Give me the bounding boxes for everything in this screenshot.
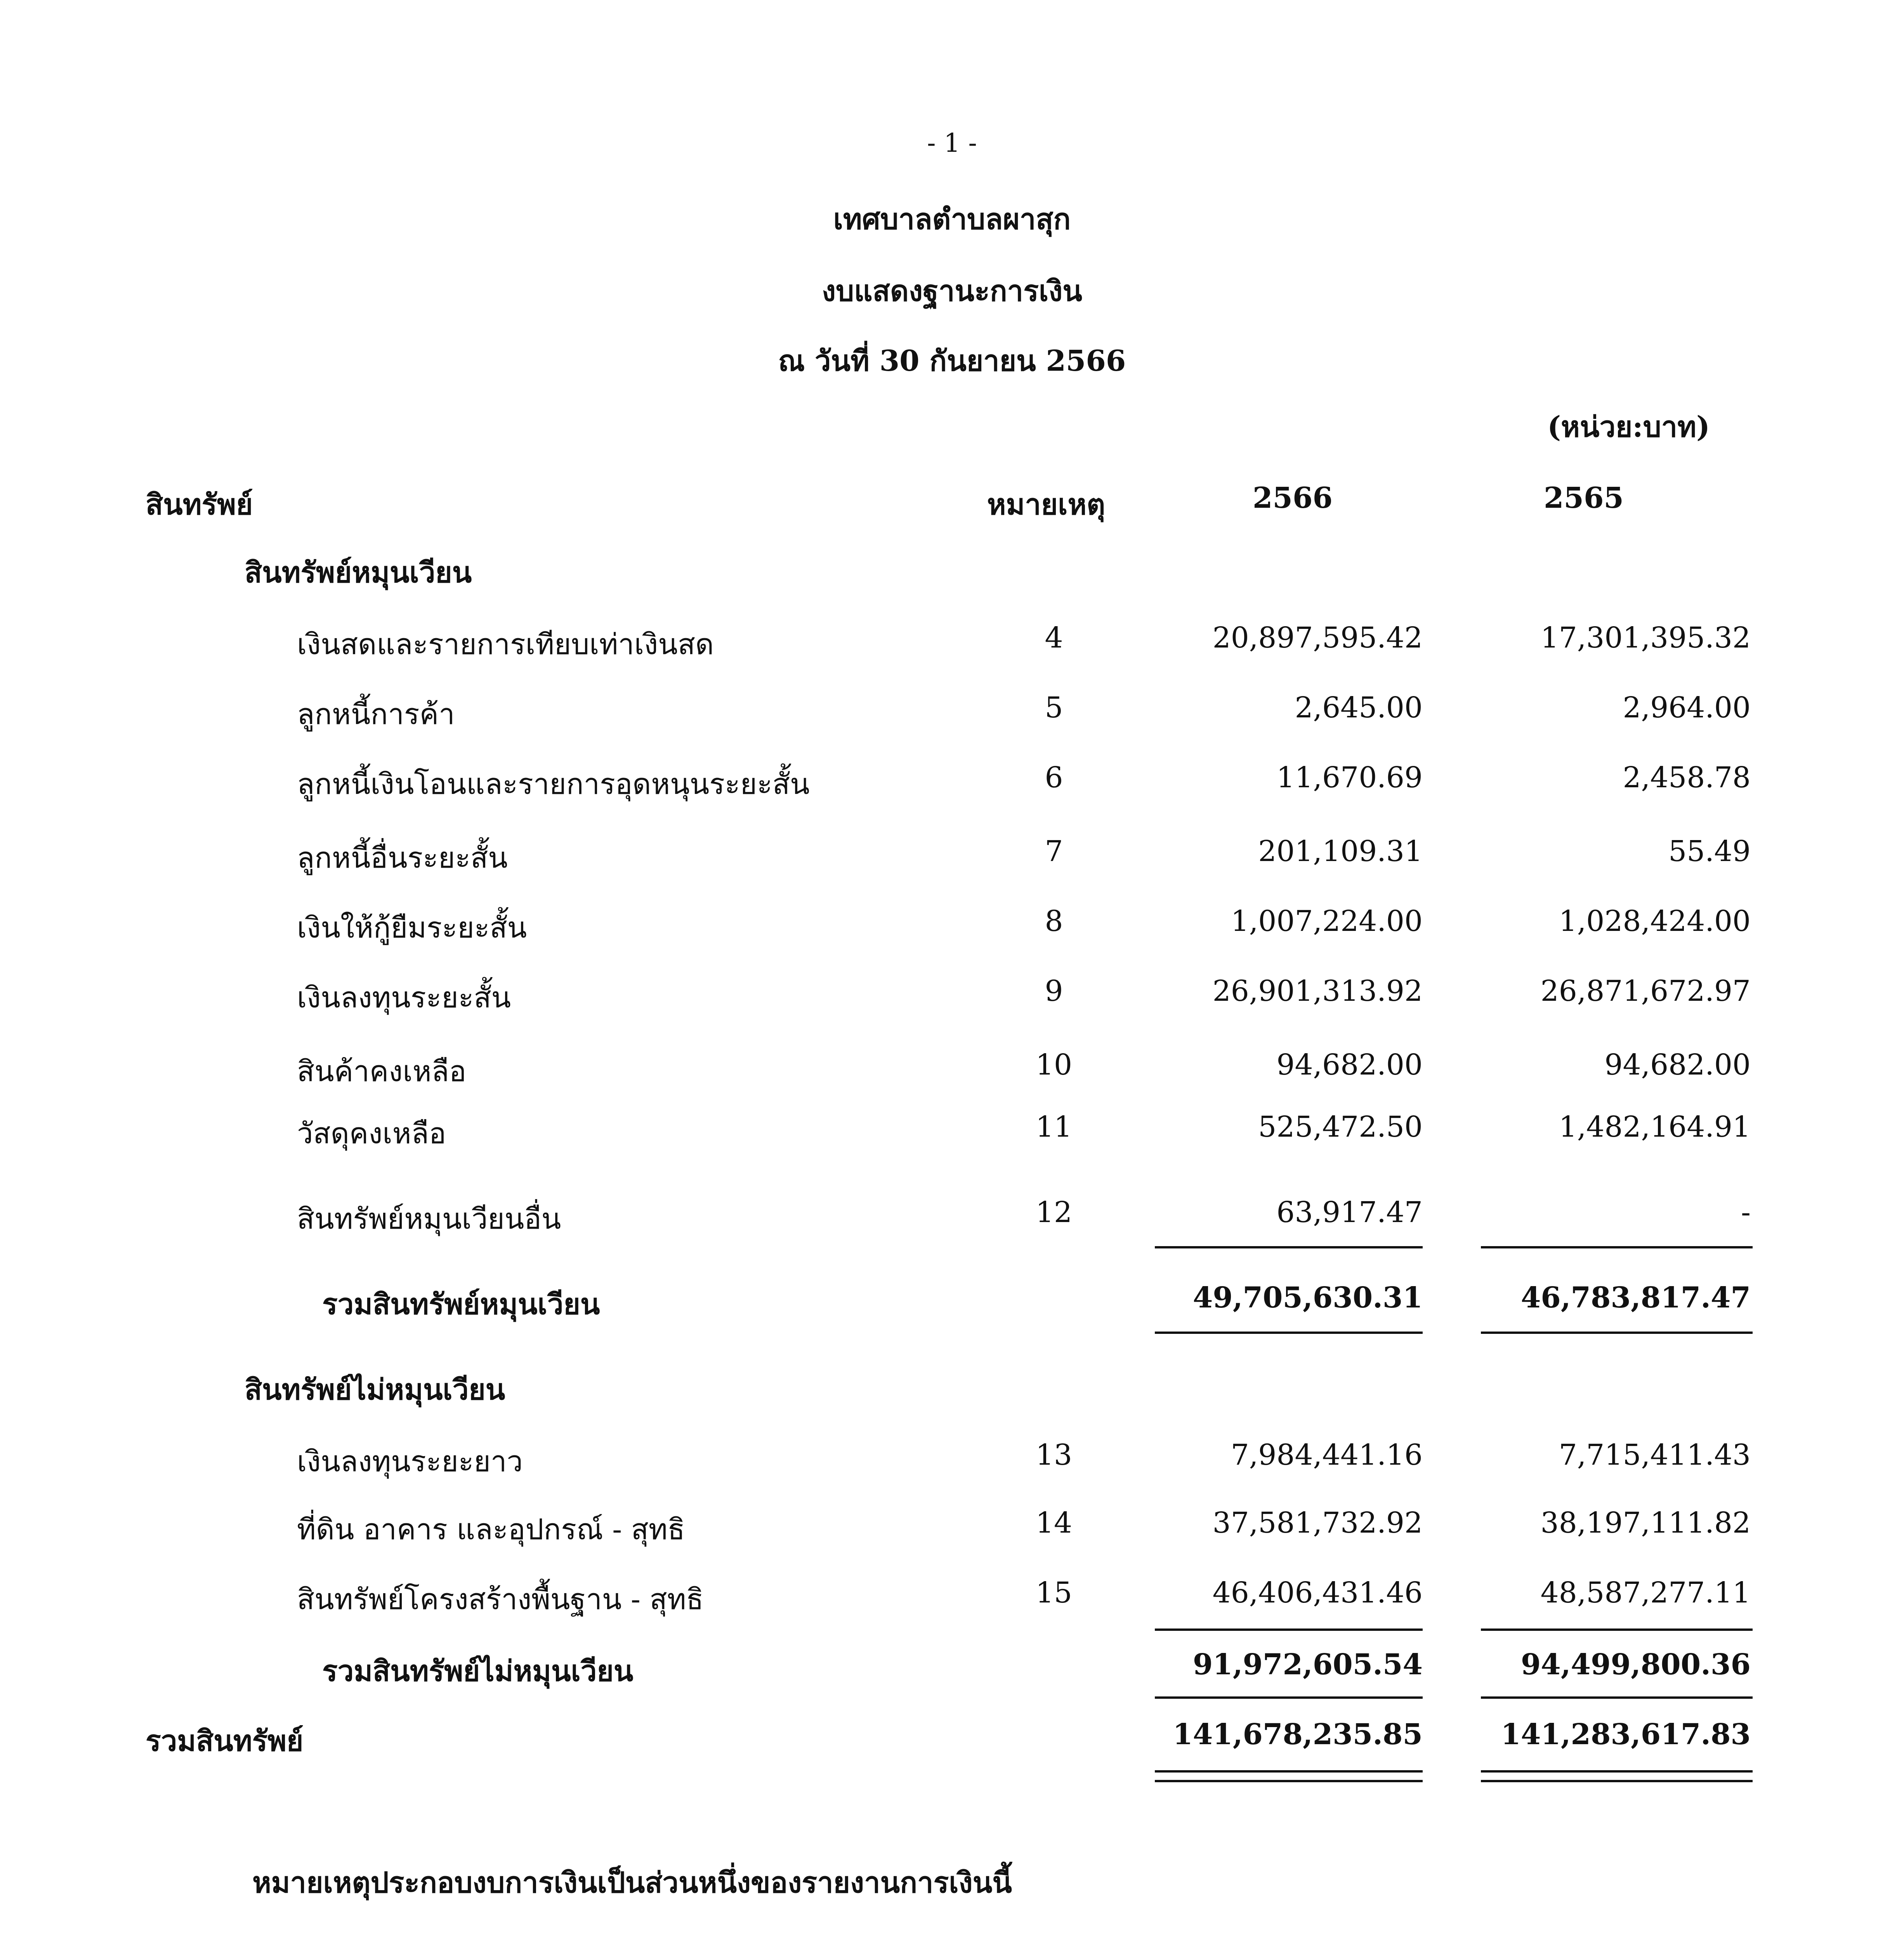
subtotal-rule [1481, 1332, 1753, 1334]
subtotal-rule [1155, 1332, 1423, 1334]
double-rule [1481, 1780, 1753, 1782]
column-header-2566: 2566 [1253, 481, 1333, 515]
subtotal-rule [1481, 1628, 1753, 1631]
row-value-2565: 17,301,395.32 [1540, 621, 1751, 655]
row-value-2566: 141,678,235.85 [1173, 1718, 1423, 1751]
row-label: สินทรัพย์หมุนเวียนอื่น [297, 1202, 561, 1236]
row-label: ลูกหนี้เงินโอนและรายการอุดหนุนระยะสั้น [297, 767, 810, 801]
row-value-2566: 11,670.69 [1276, 761, 1423, 794]
row-label: ลูกหนี้การค้า [297, 698, 455, 731]
subtotal-rule [1481, 1246, 1753, 1248]
row-note: 9 [1045, 974, 1063, 1008]
table-row [0, 1576, 1904, 1619]
row-label: รวมสินทรัพย์หมุนเวียน [322, 1288, 600, 1321]
subtotal-row-current-assets [0, 1281, 1904, 1324]
table-row [0, 905, 1904, 947]
row-label: สินค้าคงเหลือ [297, 1055, 467, 1088]
table-row [0, 1196, 1904, 1238]
row-value-2566: 201,109.31 [1258, 835, 1423, 868]
table-row [0, 1438, 1904, 1481]
table-row [0, 974, 1904, 1017]
column-header-note: หมายเหตุ [987, 488, 1106, 521]
row-value-2565: - [1741, 1196, 1751, 1229]
subtotal-rule [1155, 1246, 1423, 1248]
row-label: เงินลงทุนระยะสั้น [297, 981, 511, 1014]
row-value-2565: 94,499,800.36 [1520, 1648, 1751, 1681]
row-value-2566: 26,901,313.92 [1212, 974, 1423, 1008]
row-value-2566: 91,972,605.54 [1192, 1648, 1423, 1681]
row-label: ลูกหนี้อื่นระยะสั้น [297, 841, 508, 875]
row-note: 8 [1045, 905, 1063, 938]
row-label: เงินให้กู้ยืมระยะสั้น [297, 911, 527, 944]
subtotal-row-noncurrent-assets [0, 1648, 1904, 1691]
grand-total-row [0, 1718, 1904, 1760]
row-value-2566: 1,007,224.00 [1231, 905, 1423, 938]
row-value-2566: 63,917.47 [1276, 1196, 1423, 1229]
table-row [0, 691, 1904, 734]
row-label: เงินลงทุนระยะยาว [297, 1445, 523, 1478]
table-row [0, 835, 1904, 877]
row-value-2566: 20,897,595.42 [1212, 621, 1423, 655]
row-note: 7 [1045, 835, 1063, 868]
row-value-2566: 37,581,732.92 [1212, 1506, 1423, 1540]
section-title-current-assets: สินทรัพย์หมุนเวียน [245, 556, 472, 589]
row-note: 6 [1045, 761, 1063, 794]
row-value-2565: 1,028,424.00 [1559, 905, 1751, 938]
table-row [0, 621, 1904, 664]
row-value-2566: 46,406,431.46 [1212, 1576, 1423, 1609]
row-label: รวมสินทรัพย์ไม่หมุนเวียน [322, 1655, 634, 1688]
row-value-2566: 7,984,441.16 [1231, 1438, 1423, 1472]
row-value-2565: 55.49 [1668, 835, 1751, 868]
row-note: 5 [1045, 691, 1063, 724]
row-note: 12 [1035, 1196, 1073, 1229]
row-value-2565: 7,715,411.43 [1559, 1438, 1751, 1472]
total-rule [1155, 1696, 1423, 1699]
row-note: 10 [1035, 1048, 1073, 1082]
row-note: 15 [1035, 1576, 1073, 1609]
row-value-2566: 525,472.50 [1258, 1110, 1423, 1144]
row-value-2565: 46,783,817.47 [1520, 1281, 1751, 1314]
row-value-2566: 49,705,630.31 [1192, 1281, 1423, 1314]
section-title-noncurrent-assets: สินทรัพย์ไม่หมุนเวียน [245, 1373, 505, 1406]
row-value-2565: 141,283,617.83 [1501, 1718, 1751, 1751]
organization-name: เทศบาลตำบลผาสุก [833, 203, 1071, 236]
table-row [0, 1110, 1904, 1153]
row-label: รวมสินทรัพย์ [146, 1724, 304, 1758]
double-rule [1155, 1770, 1423, 1773]
row-value-2565: 1,482,164.91 [1559, 1110, 1751, 1144]
column-header-2565: 2565 [1544, 481, 1624, 515]
row-value-2565: 2,964.00 [1623, 691, 1751, 724]
row-value-2565: 94,682.00 [1604, 1048, 1751, 1082]
row-label: เงินสดและรายการเทียบเท่าเงินสด [297, 628, 714, 661]
row-value-2565: 26,871,672.97 [1540, 974, 1751, 1008]
footnote: หมายเหตุประกอบงบการเงินเป็นส่วนหนึ่งของรายงานการเงินนี้ [252, 1866, 1012, 1899]
row-note: 14 [1035, 1506, 1073, 1540]
total-rule [1481, 1696, 1753, 1699]
row-label: สินทรัพย์โครงสร้างพื้นฐาน - สุทธิ [297, 1583, 704, 1616]
row-label: วัสดุคงเหลือ [297, 1117, 446, 1150]
statement-date: ณ วันที่ 30 กันยายน 2566 [778, 344, 1126, 378]
currency-unit: (หน่วย:บาท) [1547, 410, 1710, 444]
row-value-2566: 94,682.00 [1276, 1048, 1423, 1082]
row-note: 13 [1035, 1438, 1073, 1472]
row-value-2565: 48,587,277.11 [1540, 1576, 1751, 1609]
row-note: 11 [1035, 1110, 1073, 1144]
table-row [0, 1048, 1904, 1091]
row-value-2565: 2,458.78 [1623, 761, 1751, 794]
statement-title: งบแสดงฐานะการเงิน [822, 274, 1082, 308]
row-value-2566: 2,645.00 [1295, 691, 1423, 724]
table-row [0, 761, 1904, 804]
row-value-2565: 38,197,111.82 [1540, 1506, 1751, 1540]
row-note: 4 [1045, 621, 1063, 655]
subtotal-rule [1155, 1628, 1423, 1631]
double-rule [1481, 1770, 1753, 1773]
row-label: ที่ดิน อาคาร และอุปกรณ์ - สุทธิ [297, 1513, 685, 1546]
table-row [0, 1506, 1904, 1549]
column-header-assets: สินทรัพย์ [146, 488, 253, 521]
double-rule [1155, 1780, 1423, 1782]
page-number: - 1 - [927, 128, 977, 158]
